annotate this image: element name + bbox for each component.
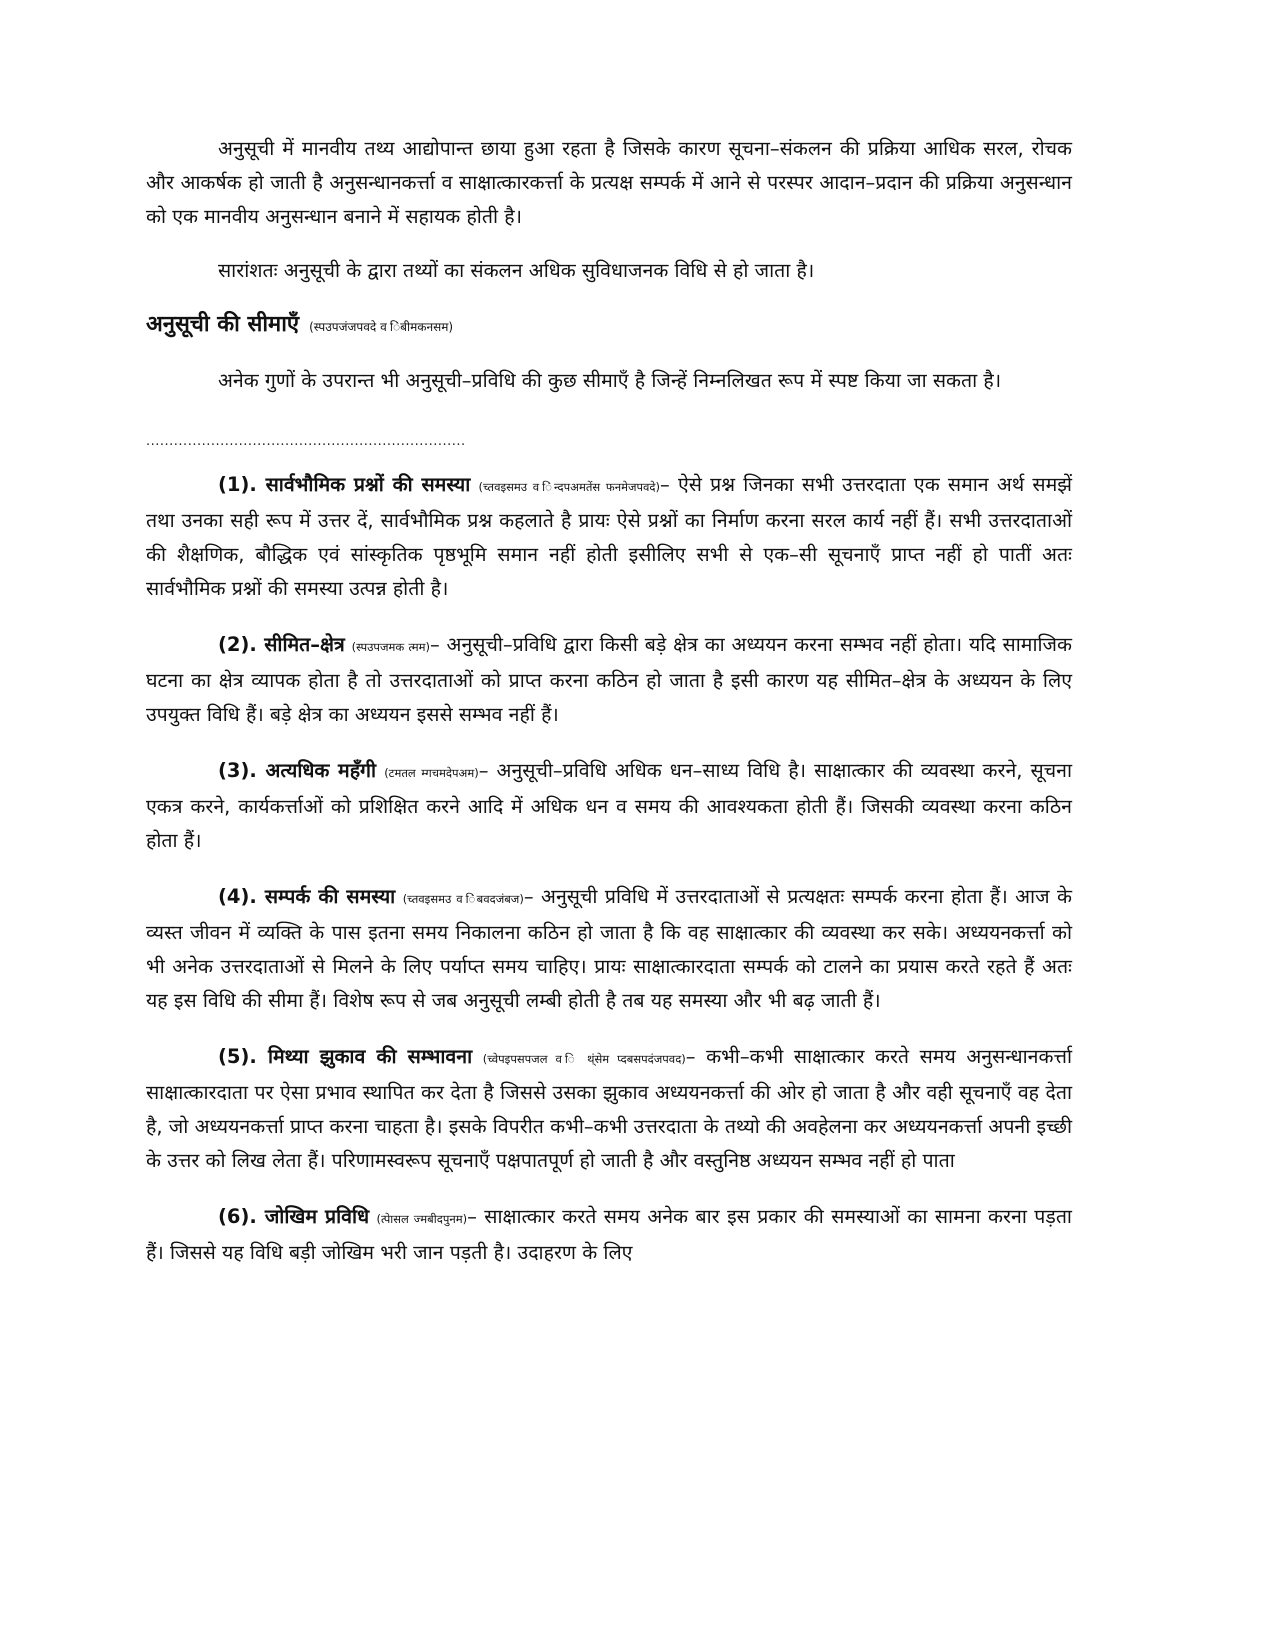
intro-paragraph: अनुसूची में मानवीय तथ्य आद्योपान्त छाया हुआ रहता है जिसके कारण सूचना–संकलन की प्रक्रिया आधिक सरल, रोचक और आकर्षक हो जाती है अनुसन्धानकर्त्ता व साक्षात्कारकर्त्ता के प्रत्यक्ष सम्पर्क में आने से परस्पर आदान–प्रदान की प्रक्रिया अनुसन्धान को एक मानवीय अनुसन्धान बनाने में सहायक होती है।	[146, 137, 1072, 228]
item-text: – अनुसूची–प्रविधि अधिक धन–साध्य विधि है। साक्षात्कार की व्यवस्था करने, सूचना एकत्र करने, कार्यकर्त्ताओं को प्रशिक्षित करने आदि में अधिक धन व समय की आवश्यकता होती हैं। जिसकी व्यवस्था करना कठिन होता हैं।	[146, 759, 1072, 852]
item-title: (4). सम्पर्क की समस्या	[218, 885, 396, 908]
section-heading-gloss: (स्पउपजंजपवदे व िंबीमकनसम)	[309, 320, 454, 334]
item-gloss: (च्तवइसमउ व िंबवदजंबज)	[402, 892, 524, 906]
item-gloss: (त्पेासल ज्मबीदपुनम)	[376, 1212, 468, 1226]
item-text: – कभी–कभी साक्षात्कार करते समय अनुसन्धानकर्त्ता साक्षात्कारदाता पर ऐसा प्रभाव स्थापित कर देता है जिससे उसका झुकाव अध्ययनकर्त्ता की ओर हो जाता है और वही सूचनाएँ वह देता है, जो अध्ययनकर्त्ता प्राप्त करना चाहता है। इसके विपरीत कभी–कभी उत्तरदाता के तथ्यो की अवहेलना कर अध्ययनकर्त्ता अपनी इच्छी के उत्तर को लिख लेता हैं। परिणामस्वरूप सूचनाएँ पक्षपातपूर्ण हो जाती है और वस्तुनिष्ठ अध्ययन सम्भव नहीं हो पाता	[146, 1045, 1072, 1172]
item-text: – ऐसे प्रश्न जिनका सभी उत्तरदाता एक समान अर्थ समझें तथा उनका सही रूप में उत्तर दें, सार्वभौमिक प्रश्न कहलाते है प्रायः ऐसे प्रश्नों का निर्माण करना सरल कार्य नहीं हैं। सभी उत्तरदाताओं की शैक्षणिक, बौद्धिक एवं सांस्कृतिक पृष्ठभूमि समान नहीं होती इसीलिए सभी से एक–सी सूचनाएँ प्राप्त नहीं हो पातीं अतः सार्वभौमिक प्रश्नों की समस्या उत्पन्न होती है।	[146, 473, 1072, 600]
limitation-item	[146, 1040, 1072, 1178]
section-heading-text: अनुसूची की सीमाएँ	[146, 312, 300, 337]
item-gloss: (स्पउपजमक त्मम)	[351, 640, 430, 654]
limitation-item	[146, 1200, 1072, 1270]
item-title: (3). अत्यधिक महँगी	[218, 759, 377, 782]
item-title: (1). सार्वभौमिक प्रश्नों की समस्या	[218, 473, 471, 496]
item-title: (5). मिथ्या झुकाव की सम्भावना	[218, 1045, 473, 1068]
section-heading	[146, 308, 1072, 344]
limitation-item	[146, 754, 1072, 858]
item-gloss: (च्तवइसमउ व िंन्दपअमतेंस फनमेजपवदे)	[478, 480, 661, 494]
item-gloss: (च्वेपइपसपजल व ि थ्ंसेम प्दबसपदंजपवद)	[482, 1052, 686, 1066]
item-text: – साक्षात्कार करते समय अनेक बार इस प्रकार की समस्याओं का सामना करना पड़ता हैं। जिससे यह विधि बड़ी जोखिम भरी जान पड़ती है। उदाहरण के लिए	[146, 1205, 1072, 1264]
dotted-separator: .....................................................................	[146, 434, 466, 449]
item-text: – अनुसूची प्रविधि में उत्तरदाताओं से प्रत्यक्षतः सम्पर्क करना होता हैं। आज के व्यस्त जीवन में व्यक्ति के पास इतना समय निकालना कठिन हो जाता है कि वह साक्षात्कार की व्यवस्था कर सके। अध्ययनकर्त्ता को भी अनेक उत्तरदाताओं से मिलने के लिए पर्याप्त समय चाहिए। प्रायः साक्षात्कारदाता सम्पर्क को टालने का प्रयास करते रहते हैं अतः यह इस विधि की सीमा हैं। विशेष रूप से जब अनुसूची लम्बी होती है तब यह समस्या और भी बढ़ जाती हैं।	[146, 885, 1073, 1012]
item-gloss: (टमतल म्गचमदेपअम)	[384, 766, 479, 780]
item-text: – अनुसूची–प्रविधि द्वारा किसी बड़े क्षेत्र का अध्ययन करना सम्भव नहीं होता। यदि सामाजिक घटना का क्षेत्र व्यापक होता है तो उत्तरदाताओं को प्राप्त करना कठिन हो जाता है इसी कारण यह सीमित–क्षेत्र के अध्ययन के लिए उपयुक्त विधि हैं। बड़े क्षेत्र का अध्ययन इससे सम्भव नहीं हैं।	[146, 633, 1072, 726]
item-title: (2). सीमित–क्षेत्र	[218, 633, 345, 656]
section-lead-paragraph: अनेक गुणों के उपरान्त भी अनुसूची–प्रविधि की कुछ सीमाएँ है जिन्हें निम्नलिखत रूप में स्पष्ट किया जा सकता है।	[218, 369, 1002, 392]
document-page	[146, 132, 1072, 1270]
limitation-item	[146, 880, 1072, 1018]
summary-paragraph: सारांशतः अनुसूची के द्वारा तथ्यों का संकलन अधिक सुविधाजनक विधि से हो जाता है।	[218, 259, 815, 282]
item-title: (6). जोखिम प्रविधि	[218, 1205, 370, 1228]
limitation-item	[146, 628, 1072, 732]
limitation-item	[146, 468, 1072, 606]
